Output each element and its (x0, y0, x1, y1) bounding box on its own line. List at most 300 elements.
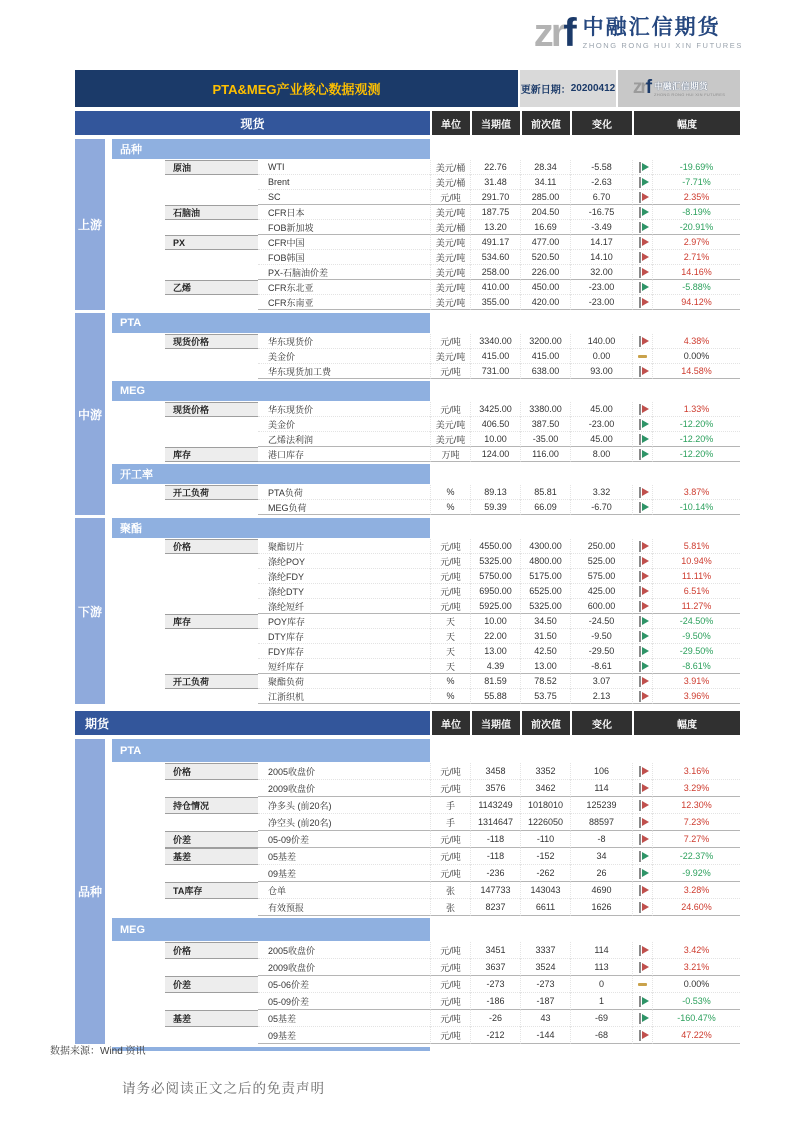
row-previous: 387.50 (520, 417, 570, 432)
row-pct: 2.71% (652, 250, 740, 265)
down-flag-icon (638, 177, 649, 188)
row-change: -29.50 (570, 644, 632, 659)
row-unit: 元/吨 (430, 190, 470, 205)
group-content (112, 739, 740, 1044)
row-category (165, 364, 258, 379)
flag-pole (639, 404, 641, 415)
row-current: 4.39 (470, 659, 520, 674)
row-previous: 16.69 (520, 220, 570, 235)
row-unit: 手 (430, 797, 470, 814)
row-unit: 元/吨 (430, 1027, 470, 1044)
flag-pennant (642, 997, 649, 1005)
row-category: 价差 (165, 831, 258, 848)
row-unit: 元/吨 (430, 569, 470, 584)
table-row (112, 500, 740, 515)
flag-pole (639, 817, 641, 828)
row-unit: 元/吨 (430, 993, 470, 1010)
row-name: SC (258, 190, 430, 205)
row-change: -69 (570, 1010, 632, 1027)
row-name: 2005收盘价 (258, 942, 430, 959)
row-change: 140.00 (570, 334, 632, 349)
flag-pennant (642, 450, 649, 458)
row-current: 3458 (470, 763, 520, 780)
flag-pole (639, 541, 641, 552)
row-category (165, 500, 258, 515)
row-previous: 3200.00 (520, 334, 570, 349)
up-flag-icon (638, 252, 649, 263)
row-change: -23.00 (570, 280, 632, 295)
section-header: PTA (112, 739, 430, 762)
row-category (165, 349, 258, 364)
row-unit: 美元/桶 (430, 175, 470, 190)
row-current: -118 (470, 831, 520, 848)
flag-pole (639, 834, 641, 845)
row-current: 4550.00 (470, 539, 520, 554)
row-name: FOB韩国 (258, 250, 430, 265)
row-previous: 3337 (520, 942, 570, 959)
row-current: 124.00 (470, 447, 520, 462)
flag-pole (639, 502, 641, 513)
futures-group (75, 739, 740, 1044)
row-pct: -22.37% (652, 848, 740, 865)
flag-pennant (642, 557, 649, 565)
row-category: PX (165, 235, 258, 250)
row-pct: 2.35% (652, 190, 740, 205)
flag-pole (639, 297, 641, 308)
flag-pennant (642, 677, 649, 685)
row-current: 5925.00 (470, 599, 520, 614)
change-icon-cell (632, 280, 652, 295)
table-row (112, 402, 740, 417)
up-flag-icon (638, 601, 649, 612)
row-current: -236 (470, 865, 520, 882)
row-unit: 元/吨 (430, 976, 470, 993)
row-category: 原油 (165, 160, 258, 175)
row-pct: 3.16% (652, 763, 740, 780)
change-icon-cell (632, 659, 652, 674)
row-unit: 天 (430, 644, 470, 659)
row-current: 59.39 (470, 500, 520, 515)
row-previous: -144 (520, 1027, 570, 1044)
change-icon-cell (632, 942, 652, 959)
row-change: 45.00 (570, 432, 632, 447)
row-current: 13.00 (470, 644, 520, 659)
row-pct: -20.91% (652, 220, 740, 235)
zrf-logo-icon: zrf (533, 11, 574, 56)
row-unit: 元/吨 (430, 599, 470, 614)
flag-pole (639, 902, 641, 913)
row-pct: 6.51% (652, 584, 740, 599)
down-flag-icon (638, 419, 649, 430)
flag-pennant (642, 835, 649, 843)
table-row (112, 780, 740, 797)
row-change: 3.07 (570, 674, 632, 689)
section (112, 739, 740, 916)
change-icon-cell (632, 865, 652, 882)
flag-pennant (642, 163, 649, 171)
column-header-current: 当期值 (470, 711, 520, 735)
change-icon-cell (632, 797, 652, 814)
row-previous: 78.52 (520, 674, 570, 689)
up-flag-icon (638, 336, 649, 347)
row-unit: 美元/吨 (430, 349, 470, 364)
row-change: -3.49 (570, 220, 632, 235)
table-row (112, 175, 740, 190)
row-category: 价差 (165, 976, 258, 993)
row-pct: -0.53% (652, 993, 740, 1010)
flag-pole (639, 192, 641, 203)
row-current: 81.59 (470, 674, 520, 689)
row-pct: 11.11% (652, 569, 740, 584)
flag-pennant (642, 298, 649, 306)
flag-pole (639, 885, 641, 896)
flag-pole (639, 222, 641, 233)
company-name-cn: 中融汇信期货 (582, 16, 721, 39)
row-pct: -5.88% (652, 280, 740, 295)
row-current: 3425.00 (470, 402, 520, 417)
flag-pennant (642, 503, 649, 511)
row-unit: 元/吨 (430, 848, 470, 865)
flag-pennant (642, 488, 649, 496)
row-previous: 415.00 (520, 349, 570, 364)
row-previous: 31.50 (520, 629, 570, 644)
header-mini-logo: zrf 中融汇信期货 ZHONG RONG HUI XIN FUTURES (616, 70, 740, 107)
row-previous: 13.00 (520, 659, 570, 674)
row-previous: 5175.00 (520, 569, 570, 584)
change-icon-cell (632, 569, 652, 584)
flag-pole (639, 783, 641, 794)
row-previous: 226.00 (520, 265, 570, 280)
row-category (165, 1027, 258, 1044)
down-flag-icon (638, 996, 649, 1007)
row-current: -118 (470, 848, 520, 865)
row-category: 乙烯 (165, 280, 258, 295)
row-unit: 美元/吨 (430, 417, 470, 432)
row-category: 价格 (165, 763, 258, 780)
row-previous: 85.81 (520, 485, 570, 500)
row-category: 库存 (165, 447, 258, 462)
up-flag-icon (638, 192, 649, 203)
row-previous: 4800.00 (520, 554, 570, 569)
row-change: 600.00 (570, 599, 632, 614)
row-current: -26 (470, 1010, 520, 1027)
row-change: 250.00 (570, 539, 632, 554)
row-previous: 477.00 (520, 235, 570, 250)
row-pct: -8.61% (652, 659, 740, 674)
row-change: 8.00 (570, 447, 632, 462)
change-icon-cell (632, 959, 652, 976)
row-previous: 638.00 (520, 364, 570, 379)
table-row (112, 882, 740, 899)
down-flag-icon (638, 207, 649, 218)
row-pct: 3.91% (652, 674, 740, 689)
up-flag-icon (638, 571, 649, 582)
section-header: 开工率 (112, 464, 430, 484)
row-category: 开工负荷 (165, 674, 258, 689)
row-unit: 张 (430, 899, 470, 916)
row-pct: 3.28% (652, 882, 740, 899)
row-pct: -19.69% (652, 160, 740, 175)
flag-pole (639, 237, 641, 248)
flag-pole (639, 676, 641, 687)
row-change: -68 (570, 1027, 632, 1044)
table-row (112, 584, 740, 599)
up-flag-icon (638, 237, 649, 248)
flag-pole (639, 366, 641, 377)
row-previous: -152 (520, 848, 570, 865)
up-flag-icon (638, 556, 649, 567)
table-row (112, 644, 740, 659)
row-change: -8 (570, 831, 632, 848)
row-category (165, 175, 258, 190)
flag-pole (639, 945, 641, 956)
up-flag-icon (638, 366, 649, 377)
row-pct: 10.94% (652, 554, 740, 569)
row-category (165, 599, 258, 614)
down-flag-icon (638, 646, 649, 657)
flag-pennant (642, 602, 649, 610)
row-previous: 520.50 (520, 250, 570, 265)
row-name: MEG负荷 (258, 500, 430, 515)
row-change: 106 (570, 763, 632, 780)
flag-pennant (642, 617, 649, 625)
up-flag-icon (638, 1030, 649, 1041)
row-pct: -12.20% (652, 432, 740, 447)
up-flag-icon (638, 783, 649, 794)
row-unit: 万吨 (430, 447, 470, 462)
down-flag-icon (638, 502, 649, 513)
row-category (165, 993, 258, 1010)
row-category: 库存 (165, 614, 258, 629)
flag-pennant (642, 801, 649, 809)
row-current: 6950.00 (470, 584, 520, 599)
row-previous: -262 (520, 865, 570, 882)
table-row (112, 814, 740, 831)
up-flag-icon (638, 691, 649, 702)
change-icon-cell (632, 175, 652, 190)
row-pct: 47.22% (652, 1027, 740, 1044)
row-category (165, 265, 258, 280)
row-pct: 0.00% (652, 976, 740, 993)
row-change: 32.00 (570, 265, 632, 280)
change-icon-cell (632, 1027, 652, 1044)
row-change: 45.00 (570, 402, 632, 417)
spot-table-body (75, 139, 740, 707)
row-pct: 11.27% (652, 599, 740, 614)
table-row (112, 831, 740, 848)
row-unit: 美元/吨 (430, 265, 470, 280)
flag-pennant (642, 435, 649, 443)
table-row (112, 614, 740, 629)
group-content (112, 518, 740, 704)
flag-pennant (642, 337, 649, 345)
table-row (112, 865, 740, 882)
flat-dash-icon (638, 983, 647, 986)
group-label: 中游 (75, 313, 105, 515)
down-flag-icon (638, 868, 649, 879)
row-unit: 元/吨 (430, 780, 470, 797)
row-unit: 元/吨 (430, 539, 470, 554)
change-icon-cell (632, 205, 652, 220)
column-header-previous: 前次值 (520, 711, 570, 735)
row-previous: 53.75 (520, 689, 570, 704)
flag-pennant (642, 852, 649, 860)
row-change: 114 (570, 942, 632, 959)
row-unit: 美元/吨 (430, 295, 470, 310)
row-pct: 7.27% (652, 831, 740, 848)
title-bar (75, 70, 740, 107)
change-icon-cell (632, 629, 652, 644)
change-icon-cell (632, 976, 652, 993)
row-current: 415.00 (470, 349, 520, 364)
change-icon-cell (632, 485, 652, 500)
row-name: 涤纶FDY (258, 569, 430, 584)
table-row (112, 250, 740, 265)
change-icon-cell (632, 417, 652, 432)
flag-pennant (642, 238, 649, 246)
up-flag-icon (638, 404, 649, 415)
row-unit: 天 (430, 659, 470, 674)
row-change: 425.00 (570, 584, 632, 599)
row-previous: 204.50 (520, 205, 570, 220)
flag-pole (639, 800, 641, 811)
flag-pennant (642, 1031, 649, 1039)
change-icon-cell (632, 899, 652, 916)
flag-pole (639, 267, 641, 278)
row-previous: -110 (520, 831, 570, 848)
up-flag-icon (638, 297, 649, 308)
row-change: 4690 (570, 882, 632, 899)
row-previous: 4300.00 (520, 539, 570, 554)
page-title: PTA&MEG产业核心数据观测 (75, 70, 518, 107)
row-change: -24.50 (570, 614, 632, 629)
up-flag-icon (638, 834, 649, 845)
flag-pennant (642, 946, 649, 954)
row-previous: -273 (520, 976, 570, 993)
row-category: 基差 (165, 848, 258, 865)
row-name: 短纤库存 (258, 659, 430, 674)
up-flag-icon (638, 487, 649, 498)
flag-pole (639, 207, 641, 218)
section (112, 313, 740, 379)
flag-pennant (642, 963, 649, 971)
row-category: TA库存 (165, 882, 258, 899)
section (112, 518, 740, 704)
row-current: 8237 (470, 899, 520, 916)
table-row (112, 190, 740, 205)
row-name: 美金价 (258, 349, 430, 364)
data-report-table (75, 70, 740, 1051)
table-row (112, 554, 740, 569)
down-flag-icon (638, 631, 649, 642)
column-header-unit: 单位 (430, 711, 470, 735)
flag-pole (639, 631, 641, 642)
row-category (165, 584, 258, 599)
row-name: 05基差 (258, 1010, 430, 1027)
flag-pole (639, 177, 641, 188)
row-category (165, 417, 258, 432)
row-previous: 420.00 (520, 295, 570, 310)
row-pct: -10.14% (652, 500, 740, 515)
flag-pole (639, 586, 641, 597)
section (112, 139, 740, 310)
table-row (112, 629, 740, 644)
row-current: 3637 (470, 959, 520, 976)
column-header-pct: 幅度 (632, 111, 740, 135)
row-category (165, 554, 258, 569)
flag-pennant (642, 903, 649, 911)
row-change: 1 (570, 993, 632, 1010)
row-unit: 美元/吨 (430, 205, 470, 220)
flag-pennant (642, 208, 649, 216)
row-name: 涤纶短纤 (258, 599, 430, 614)
table-row (112, 674, 740, 689)
row-current: 406.50 (470, 417, 520, 432)
up-flag-icon (638, 962, 649, 973)
row-previous: 43 (520, 1010, 570, 1027)
change-icon-cell (632, 780, 652, 797)
change-icon-cell (632, 882, 652, 899)
table-row (112, 976, 740, 993)
row-name: 江浙织机 (258, 689, 430, 704)
section-header: 品种 (112, 139, 430, 159)
section (112, 916, 740, 1044)
flag-pole (639, 601, 641, 612)
group-label: 上游 (75, 139, 105, 310)
row-unit: 美元/吨 (430, 280, 470, 295)
row-unit: 手 (430, 814, 470, 831)
row-pct: 1.33% (652, 402, 740, 417)
row-current: 22.00 (470, 629, 520, 644)
up-flag-icon (638, 800, 649, 811)
table-row (112, 485, 740, 500)
row-pct: 7.23% (652, 814, 740, 831)
row-unit: 元/吨 (430, 831, 470, 848)
table-end-bar (112, 1047, 430, 1051)
row-name: 05-09价差 (258, 831, 430, 848)
row-current: 291.70 (470, 190, 520, 205)
table-row (112, 364, 740, 379)
table-row (112, 899, 740, 916)
flag-pole (639, 336, 641, 347)
table-row (112, 599, 740, 614)
change-icon-cell (632, 235, 652, 250)
row-change: -23.00 (570, 417, 632, 432)
column-header-change: 变化 (570, 711, 632, 735)
flag-pole (639, 868, 641, 879)
flag-pole (639, 616, 641, 627)
flag-pennant (642, 268, 649, 276)
row-current: 3451 (470, 942, 520, 959)
row-previous: 3352 (520, 763, 570, 780)
table-row (112, 235, 740, 250)
row-change: 26 (570, 865, 632, 882)
change-icon-cell (632, 160, 652, 175)
section-header: PTA (112, 313, 430, 333)
row-unit: % (430, 689, 470, 704)
row-name: 涤纶POY (258, 554, 430, 569)
row-category (165, 865, 258, 882)
flag-pole (639, 1030, 641, 1041)
row-previous: 143043 (520, 882, 570, 899)
flag-pennant (642, 784, 649, 792)
row-previous: 66.09 (520, 500, 570, 515)
flag-pennant (642, 193, 649, 201)
row-pct: 3.21% (652, 959, 740, 976)
row-pct: -12.20% (652, 447, 740, 462)
flag-pennant (642, 405, 649, 413)
flag-pole (639, 661, 641, 672)
